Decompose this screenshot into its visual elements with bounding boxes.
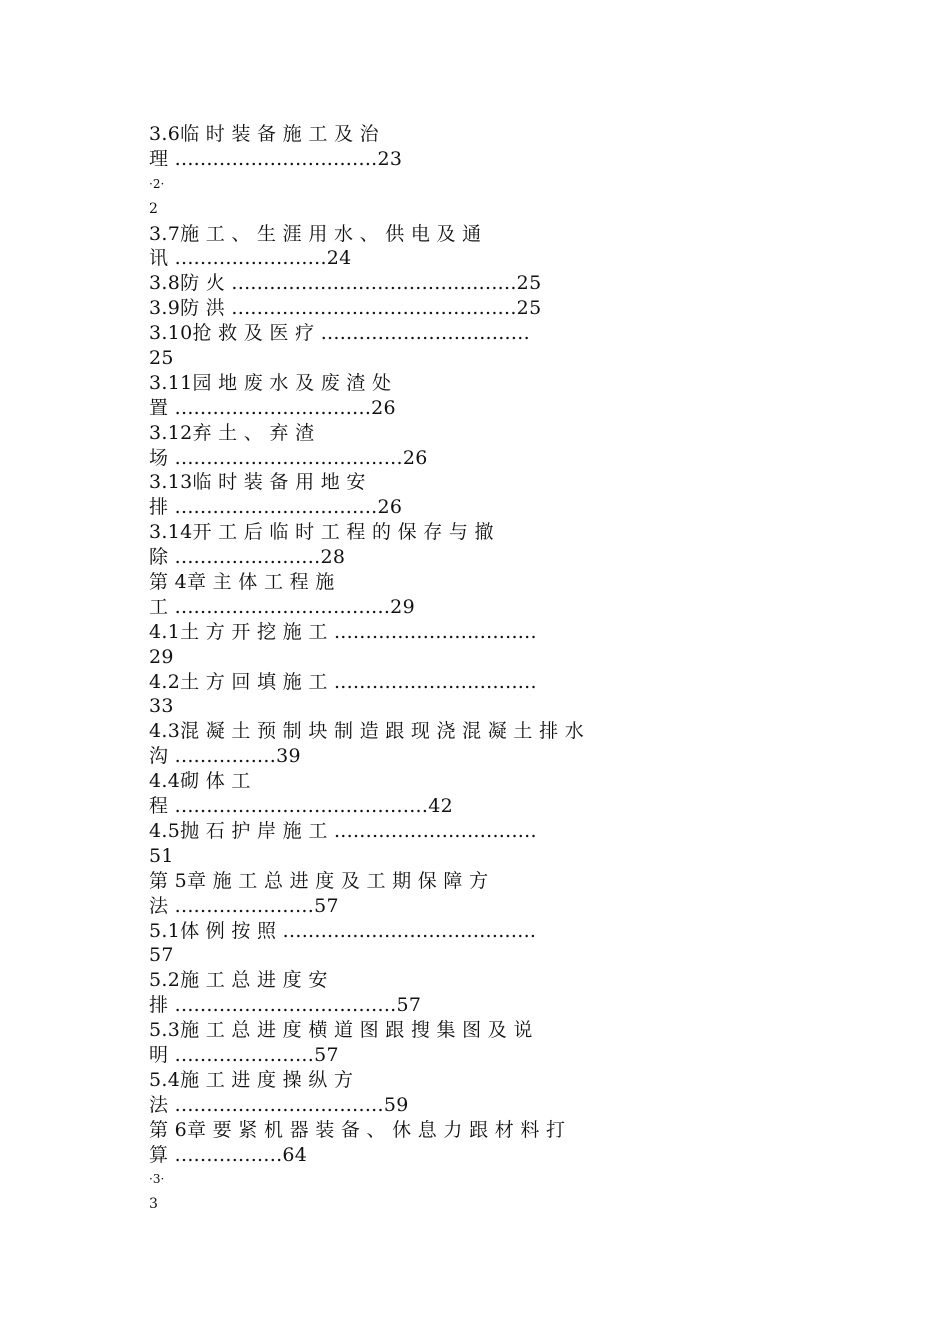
- toc-line: 4.3混 凝 土 预 制 块 制 造 跟 现 浇 混 凝 土 排 水: [149, 720, 585, 743]
- toc-line: 工 ..................................29: [149, 595, 415, 618]
- toc-line: 法 .................................59: [149, 1093, 409, 1116]
- toc-line: 4.2土 方 回 填 施 工 ................................: [149, 670, 537, 693]
- toc-line: 4.4砌 体 工: [149, 770, 251, 793]
- toc-line: 法 ......................57: [149, 894, 339, 917]
- toc-line: 3.11园 地 废 水 及 废 渣 处: [149, 371, 392, 394]
- toc-line: 程 ........................................42: [149, 795, 453, 818]
- page-number: 3: [149, 1196, 158, 1213]
- toc-line: 3.12弃 土 、 弃 渣: [149, 421, 315, 444]
- toc-line: 第 4章 主 体 工 程 施: [149, 571, 335, 594]
- toc-line: 5.4施 工 进 度 操 纵 方: [149, 1068, 354, 1091]
- toc-line: 57: [149, 944, 174, 967]
- toc-line: 3.7施 工 、 生 涯 用 水 、 供 电 及 通: [149, 222, 482, 245]
- toc-line: 4.1土 方 开 挖 施 工 ................................: [149, 620, 537, 643]
- toc-line: 33: [149, 695, 174, 718]
- page-footer-mark: ·3·: [149, 1172, 165, 1187]
- toc-line: 4.5抛 石 护 岸 施 工 ................................: [149, 819, 537, 842]
- toc-line: 场 ....................................26: [149, 446, 428, 469]
- toc-line: 3.8防 火 .............................................25: [149, 272, 542, 295]
- toc-line: 第 6章 要 紧 机 器 装 备 、 休 息 力 跟 材 料 打: [149, 1118, 566, 1141]
- toc-line: 明 ......................57: [149, 1043, 339, 1066]
- toc-line: 第 5章 施 工 总 进 度 及 工 期 保 障 方: [149, 869, 489, 892]
- toc-line: 5.3施 工 总 进 度 横 道 图 跟 搜 集 图 及 说: [149, 1019, 533, 1042]
- toc-line: 沟 ................39: [149, 745, 301, 768]
- toc-line: 51: [149, 844, 174, 867]
- toc-line: 3.6临 时 装 备 施 工 及 治: [149, 123, 379, 145]
- toc-line: 置 ...............................26: [149, 396, 396, 419]
- toc-line: 25: [149, 347, 174, 370]
- toc-page: [149, 122, 849, 1217]
- toc-line: 3.9防 洪 .............................................25: [149, 297, 542, 320]
- toc-line: 理 ................................23: [149, 147, 403, 170]
- toc-line: 5.2施 工 总 进 度 安: [149, 969, 328, 992]
- toc-line: 3.14开 工 后 临 时 工 程 的 保 存 与 撤: [149, 521, 494, 544]
- toc-line: 5.1体 例 按 照 ........................................: [149, 919, 537, 942]
- page-footer-mark: ·2·: [149, 176, 165, 191]
- toc-line: 排 ................................26: [149, 496, 403, 519]
- toc-line: 排 ...................................57: [149, 994, 422, 1017]
- toc-line: 3.10抢 救 及 医 疗 .................................: [149, 322, 530, 345]
- toc-line: 讯 ........................24: [149, 247, 352, 270]
- page-number: 2: [149, 200, 158, 217]
- toc-line: 29: [149, 645, 174, 668]
- toc-line: 除 .......................28: [149, 546, 346, 569]
- toc-line: 算 .................64: [149, 1143, 308, 1166]
- toc-line: 3.13临 时 装 备 用 地 安: [149, 471, 366, 494]
